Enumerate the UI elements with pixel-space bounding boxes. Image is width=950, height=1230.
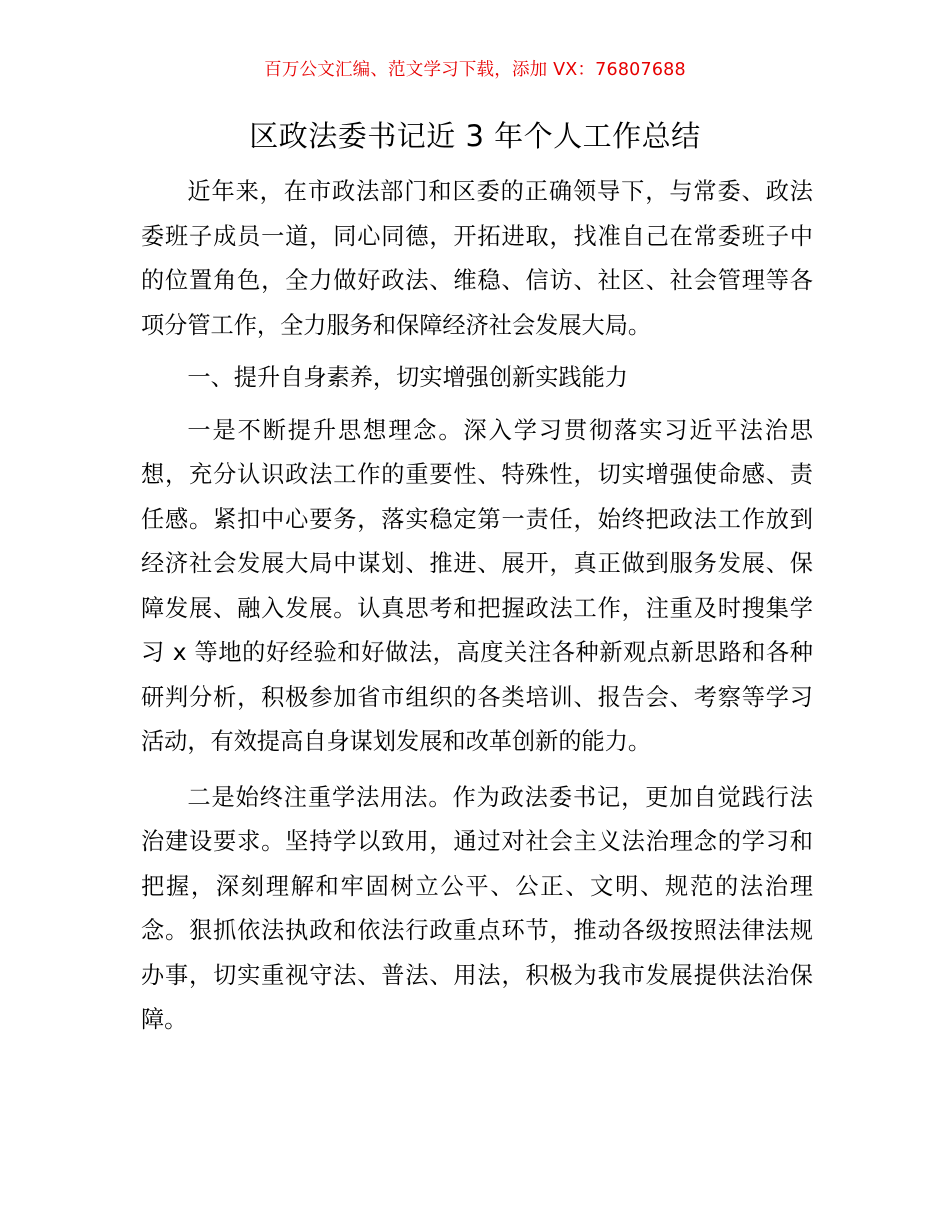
body-paragraph-1: 一是不断提升思想理念。深入学习贯彻落实习近平法治思想，充分认识政法工作的重要性、特殊性，切实增强使命感、责任感。紧扣中心要务，落实稳定第一责任，始终把政法工作放到经济社会发展大局中谋划、推进、展开，真正做到服务发展、保障发展、融入发展。认真思考和把握政法工作，注重及时搜集学习 x 等地的好经验和好做法，高度关注各种新观点新思路和各种研判分析，积极参加省市组织的各类培训、报告会、考察等学习活动，有效提高自身谋划发展和改革创新的能力。: [141, 416, 813, 755]
document-title: 区政法委书记近 3 年个人工作总结: [249, 119, 701, 153]
header-promo-note: 百万公文汇编、范文学习下载，添加 VX：76807688: [264, 60, 686, 80]
body-paragraph-2: 二是始终注重学法用法。作为政法委书记，更加自觉践行法治建设要求。坚持学以致用，通过对社会主义法治理念的学习和把握，深刻理解和牢固树立公平、公正、文明、规范的法治理念。狠抓依法执政和依法行政重点环节，推动各级按照法律法规办事，切实重视守法、普法、用法，积极为我市发展提供法治保障。: [141, 783, 813, 1033]
section-heading-1: 一、提升自身素养，切实增强创新实践能力: [187, 364, 628, 391]
document-body: [141, 170, 813, 1043]
intro-paragraph: 近年来，在市政法部门和区委的正确领导下，与常委、政法委班子成员一道，同心同德，开拓进取，找准自己在常委班子中的位置角色，全力做好政法、维稳、信访、社区、社会管理等各项分管工作，全力服务和保障经济社会发展大局。: [141, 178, 813, 339]
